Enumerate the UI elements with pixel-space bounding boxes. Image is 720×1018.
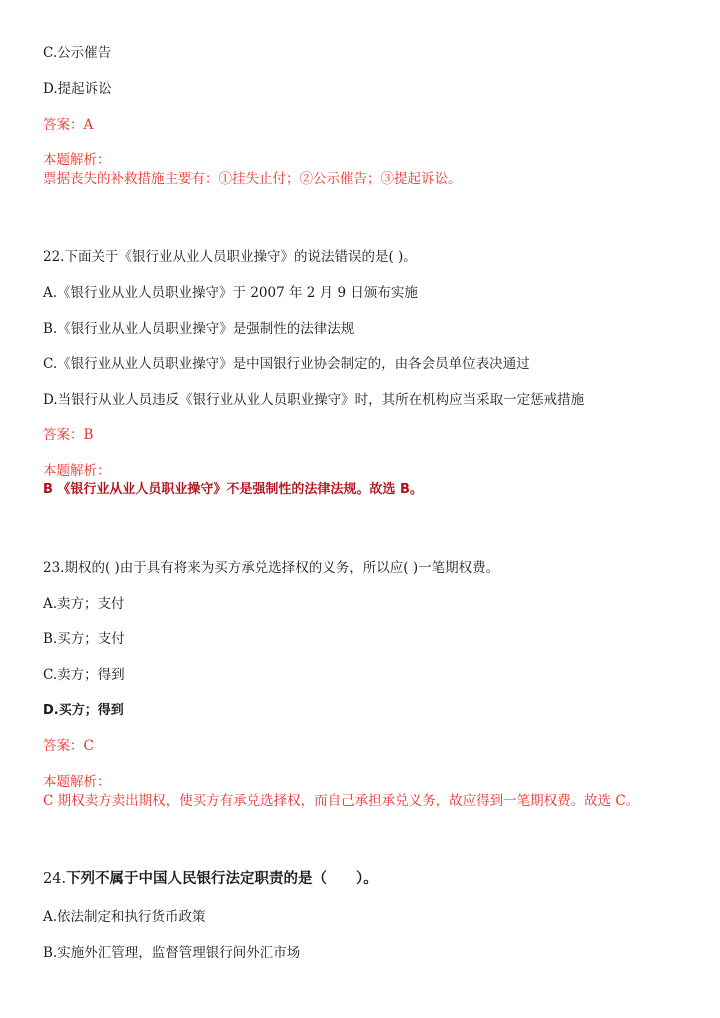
q21-option-c: C.公示催告 <box>43 45 112 61</box>
q21-analysis: 票据丧失的补救措施主要有：①挂失止付；②公示催告；③提起诉讼。 <box>43 171 462 187</box>
q23-question: 23.期权的( )由于具有将来为买方承兑选择权的义务，所以应( )一笔期权费。 <box>43 560 500 576</box>
q22-option-d: D.当银行从业人员违反《银行业从业人员职业操守》时，其所在机构应当采取一定惩戒措施 <box>43 392 585 408</box>
q23-analysis-label: 本题解析： <box>43 774 111 790</box>
q24-question-text: 下列不属于中国人民银行法定职责的是（ ）。 <box>66 871 378 887</box>
q22-option-c: C.《银行业从业人员职业操守》是中国银行业协会制定的，由各会员单位表决通过 <box>43 356 530 372</box>
q22-analysis: B 《银行业从业人员职业操守》不是强制性的法律法规。故选 B。 <box>43 482 423 497</box>
q23-option-a: A.卖方；支付 <box>43 596 125 612</box>
q22-answer: 答案：B <box>43 427 94 443</box>
q24-option-a: A.依法制定和执行货币政策 <box>43 909 206 925</box>
q21-option-d: D.提起诉讼 <box>43 81 112 97</box>
q23-answer: 答案：C <box>43 738 94 754</box>
q24-option-b: B.实施外汇管理，监督管理银行间外汇市场 <box>43 945 301 961</box>
q23-option-d: D.买方；得到 <box>43 703 124 718</box>
q21-analysis-label: 本题解析： <box>43 152 111 168</box>
q21-answer: 答案：A <box>43 117 94 133</box>
q23-option-b: B.买方；支付 <box>43 631 125 647</box>
q23-analysis: C 期权卖方卖出期权，使买方有承兑选择权，而自己承担承兑义务，故应得到一笔期权费。故选 C。 <box>43 793 640 809</box>
q24-question <box>43 870 378 888</box>
q22-option-a: A.《银行业从业人员职业操守》于 2007 年 2 月 9 日颁布实施 <box>43 285 418 301</box>
q22-question: 22.下面关于《银行业从业人员职业操守》的说法错误的是( )。 <box>43 249 417 265</box>
q23-option-c: C.卖方；得到 <box>43 667 125 683</box>
q24-number: 24. <box>43 871 67 887</box>
q22-option-b: B.《银行业从业人员职业操守》是强制性的法律法规 <box>43 321 355 337</box>
q22-analysis-label: 本题解析： <box>43 463 111 479</box>
